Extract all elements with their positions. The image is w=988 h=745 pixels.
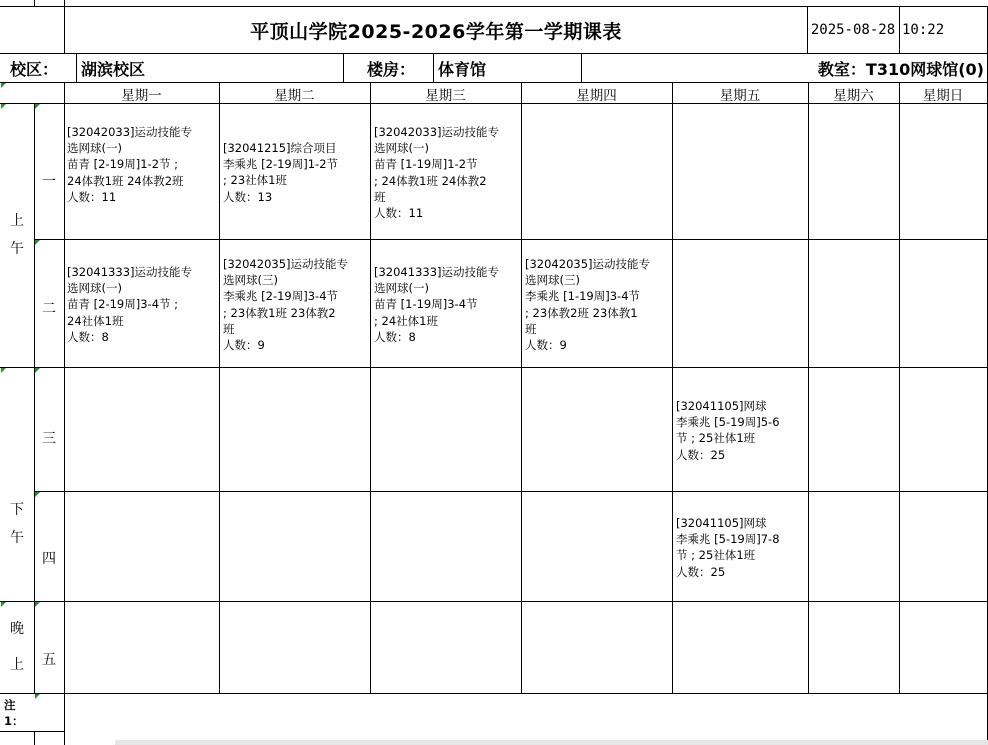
day-header-mon: 星期一 [121,87,162,104]
period-2: 二 [42,301,56,317]
period-3: 三 [42,431,56,447]
course-cell-p1-wed[interactable]: [32042033]运动技能专 选网球(一) 苗青 [1-19周]1-2节 ; 24体教1班 24体教2 班 人数：11 [374,125,500,221]
grid-line [0,731,64,732]
day-header-thu: 星期四 [576,87,617,104]
grid-line [0,367,988,368]
grid-line [0,693,988,694]
course-cell-p3-fri[interactable]: [32041105]网球 李乘兆 [5-19周]5-6 节 ; 25社体1班 人数：25 [676,399,780,462]
schedule-title: 平顶山学院2025-2026学年第一学期课表 [250,20,622,43]
grid-line [219,82,220,693]
grid-line [808,82,809,693]
grid-line [370,82,371,693]
scrollbar-track[interactable] [115,740,988,745]
session-afternoon-char1: 下 [10,502,24,518]
course-cell-p1-tue[interactable]: [32041215]综合项目 李乘兆 [2-19周]1-2节 ; 23社体1班 人数：13 [223,141,339,204]
grid-line [34,491,988,492]
grid-line [34,239,988,240]
grid-line [343,53,344,82]
session-evening [0,601,34,693]
grid-line [34,0,35,6]
grid-line [0,601,988,602]
course-cell-p2-mon[interactable]: [32041333]运动技能专 选网球(一) 苗青 [2-19周]3-4节 ; 24社体1班 人数：8 [67,265,193,344]
grid-line [433,53,434,82]
cell-marker [35,694,40,699]
campus-label: 校区： [10,60,59,79]
print-date: 2025-08-28 [810,22,896,38]
course-cell-p2-wed[interactable]: [32041333]运动技能专 选网球(一) 苗青 [1-19周]3-4节 ; 24社体1班 人数：8 [374,265,500,344]
grid-line [0,6,988,7]
footer-note-label: 注 1： [4,698,24,728]
session-morning-char1: 上 [10,213,24,229]
session-afternoon [0,367,34,601]
grid-line [581,53,582,82]
day-header-sun: 星期日 [922,87,964,104]
building-value: 体育馆 [438,60,487,79]
grid-line [899,6,900,53]
day-header-wed: 星期三 [425,87,466,104]
session-morning [0,103,34,367]
course-cell-p1-mon[interactable]: [32042033]运动技能专 选网球(一) 苗青 [2-19周]1-2节 ; 24体教1班 24体教2班 人数：11 [67,125,193,204]
grid-line [34,731,35,745]
course-cell-p4-fri[interactable]: [32041105]网球 李乘兆 [5-19周]7-8 节 ; 25社体1班 人数：25 [676,516,780,579]
grid-line [0,53,988,54]
grid-line [64,82,65,745]
session-afternoon-char2: 午 [10,530,24,546]
print-time: 10:22 [902,22,945,38]
day-header-sat: 星期六 [833,87,874,104]
grid-line [672,82,673,693]
building-label: 楼房： [367,60,416,79]
period-4: 四 [42,551,56,567]
classroom-label: 教室：T310网球馆(0) [817,60,984,79]
course-cell-p2-thu[interactable]: [32042035]运动技能专 选网球(三) 李乘兆 [1-19周]3-4节 ; 23体教2班 23体教1 班 人数：9 [525,257,651,353]
grid-line [521,82,522,693]
grid-line [76,53,77,82]
session-evening-char2: 上 [10,657,24,673]
grid-line [899,82,900,693]
period-1: 一 [42,174,56,190]
period-5: 五 [42,652,56,668]
day-header-tue: 星期二 [274,87,315,104]
cell-marker [1,83,6,88]
campus-value: 湖滨校区 [81,60,146,79]
course-cell-p2-tue[interactable]: [32042035]运动技能专 选网球(三) 李乘兆 [2-19周]3-4节 ; 23体教1班 23体教2 班 人数：9 [223,257,349,353]
session-evening-char1: 晚 [10,621,24,637]
session-morning-char2: 午 [10,241,24,257]
day-header-fri: 星期五 [719,87,761,104]
